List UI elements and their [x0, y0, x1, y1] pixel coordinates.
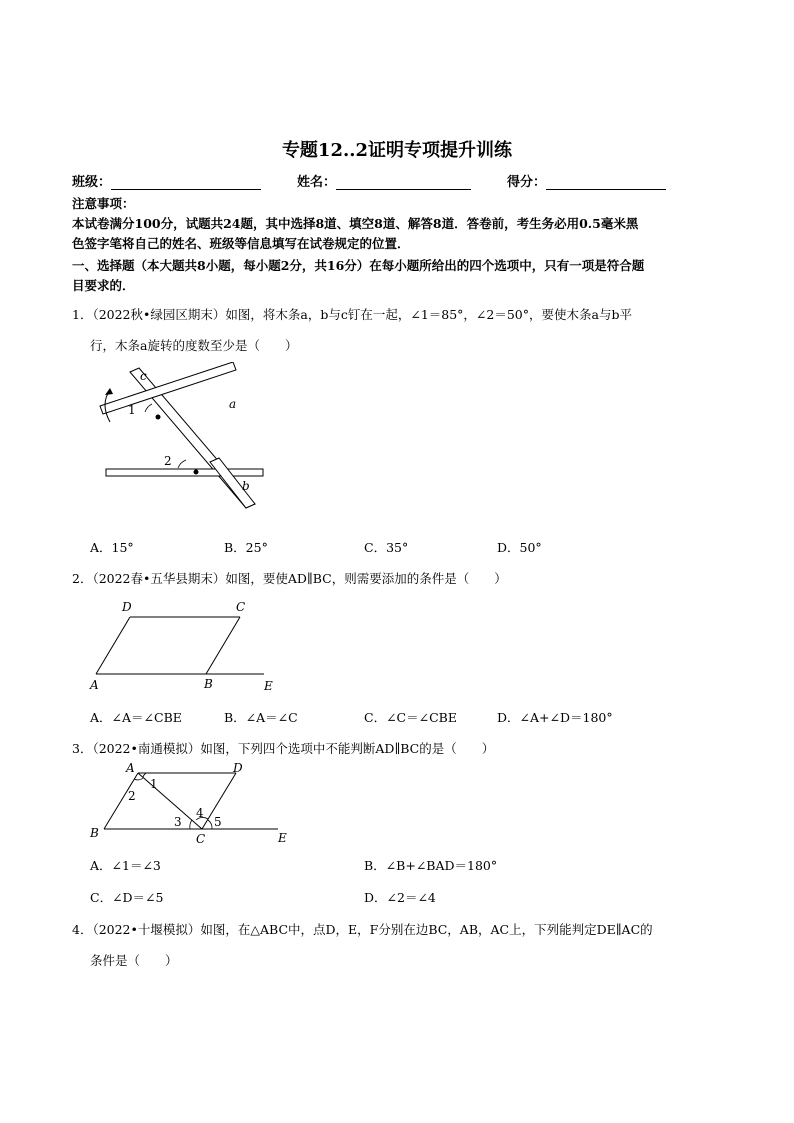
question-2-option-d[interactable]: D．∠A+∠D＝180° [497, 710, 613, 725]
score-label: 得分： [507, 175, 547, 190]
label-e: E [264, 679, 273, 693]
label-angle-4: 4 [196, 806, 204, 820]
nail-2 [194, 470, 199, 475]
notes-line-2: 色签字笔将自己的姓名、班级等信息填写在试卷规定的位置． [72, 236, 410, 251]
rotate-arrow-head [105, 388, 113, 395]
question-1-text: 1．（2022秋•绿园区期末）如图，将木条a，b与c钉在一起，∠1＝85°，∠2＝50°，要使木条a与b平 [72, 307, 632, 322]
question-1-figure [90, 362, 280, 517]
notes-heading: 注意事项： [72, 196, 135, 211]
label-b: B [90, 826, 99, 840]
question-3-figure [86, 762, 296, 848]
section-heading [72, 256, 644, 274]
class-field [72, 171, 261, 190]
question-1-text-cont: 行，木条a旋转的度数至少是（ ） [90, 338, 298, 353]
label-d: D [122, 600, 132, 614]
class-label: 班级： [72, 175, 112, 190]
name-field [297, 171, 471, 190]
label-angle-2: 2 [164, 454, 172, 468]
angle-1-arc [145, 404, 152, 412]
angle-2-arc [178, 460, 186, 468]
question-2-text: 2．（2022春•五华县期末）如图，要使AD∥BC，则需要添加的条件是（ ） [72, 571, 507, 586]
label-angle-5: 5 [214, 815, 222, 829]
question-2-option-a[interactable]: A．∠A＝∠CBE [90, 710, 182, 725]
question-1-option-a[interactable]: A．15° [90, 540, 134, 555]
label-angle-3: 3 [174, 815, 182, 829]
strip-b [106, 469, 263, 476]
label-a: A [126, 762, 135, 775]
angle-5-arc [208, 820, 212, 829]
question-2-option-c[interactable]: C．∠C＝∠CBE [364, 710, 457, 725]
question-3-option-c[interactable]: C．∠D＝∠5 [90, 890, 164, 905]
name-blank[interactable] [336, 176, 471, 190]
question-1-option-c[interactable]: C．35° [364, 540, 409, 555]
question-4-text: 4．（2022•十堰模拟）如图，在△ABC中，点D，E，F分别在边BC，AB，AC上，下列能判定DE∥AC的 [72, 922, 653, 937]
question-1-option-b[interactable]: B．25° [224, 540, 268, 555]
label-b: B [204, 677, 213, 691]
label-d: D [233, 762, 243, 775]
name-label: 姓名： [297, 175, 337, 190]
question-1-option-d[interactable]: D．50° [497, 540, 542, 555]
page-title: 专题12..2证明专项提升训练 [281, 140, 513, 161]
label-a: A [90, 678, 99, 692]
score-blank[interactable] [546, 176, 666, 190]
question-2-option-b[interactable]: B．∠A＝∠C [224, 710, 298, 725]
nail-1 [156, 415, 161, 420]
class-blank[interactable] [111, 176, 261, 190]
score-field [507, 171, 666, 190]
segment-da [96, 617, 130, 674]
label-c: C [236, 600, 246, 614]
label-e: E [278, 831, 287, 845]
label-angle-1: 1 [150, 777, 158, 791]
section-heading-bold: 一、选择题（本大题共8小题，每小题2分，共16分） [72, 258, 370, 273]
angle-3-arc [190, 820, 192, 829]
notes-line-1: 本试卷满分100分，试题共24题，其中选择8道、填空8道、解答8道．答卷前，考生务必用0.5毫米黑 [72, 216, 639, 231]
section-heading-rest: 在每小题所给出的四个选项中，只有一项是符合题 [369, 258, 645, 273]
label-b: b [242, 479, 250, 493]
angle-1-arc [143, 773, 146, 777]
segment-ac [138, 773, 202, 829]
question-3-text: 3．（2022•南通模拟）如图，下列四个选项中不能判断AD∥BC的是（ ） [72, 741, 495, 756]
label-angle-2: 2 [128, 789, 136, 803]
label-c: c [140, 369, 147, 383]
section-heading-line-2: 目要求的． [72, 278, 135, 293]
label-c: C [196, 832, 206, 846]
question-2-figure [86, 598, 286, 694]
question-4-text-cont: 条件是（ ） [90, 953, 178, 968]
label-a: a [229, 397, 237, 411]
label-angle-1: 1 [128, 403, 136, 417]
segment-cb [206, 617, 240, 674]
question-3-option-b[interactable]: B．∠B+∠BAD＝180° [364, 858, 498, 873]
question-3-option-a[interactable]: A．∠1＝∠3 [90, 858, 161, 873]
question-3-option-d[interactable]: D．∠2＝∠4 [364, 890, 436, 905]
